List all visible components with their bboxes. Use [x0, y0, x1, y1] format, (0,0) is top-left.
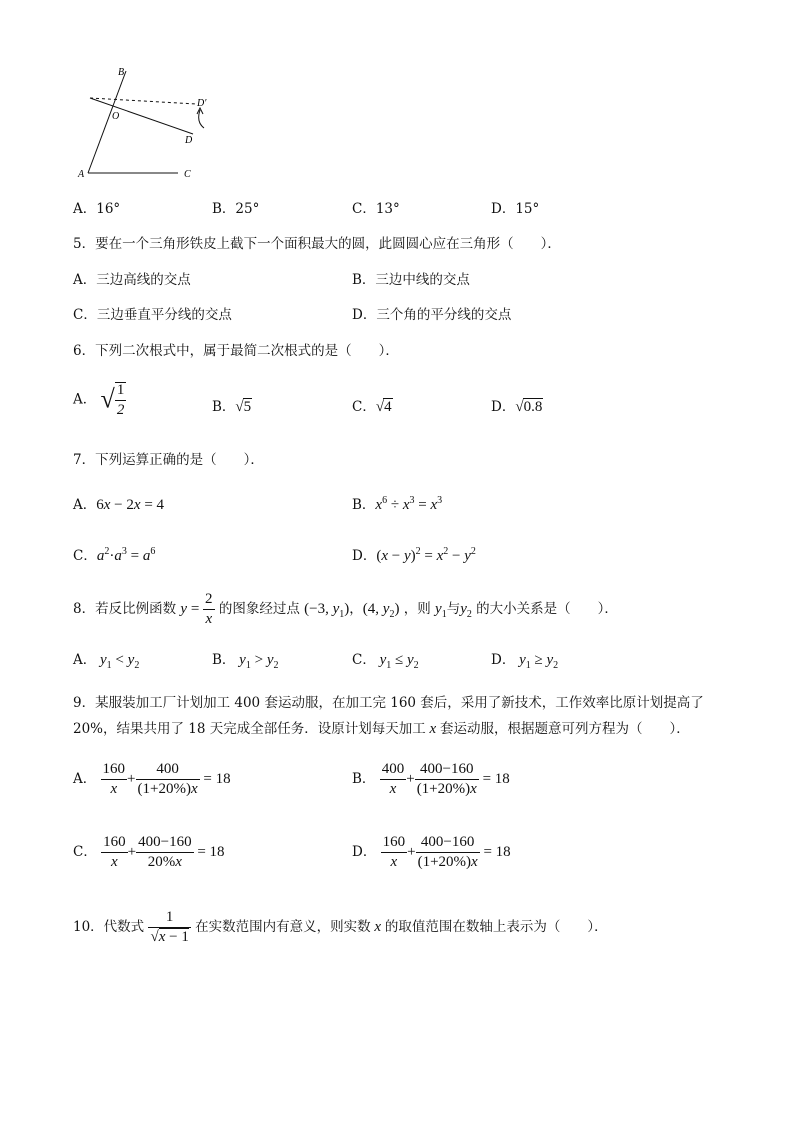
q6-d-radicand: 0.8: [523, 399, 543, 415]
q6-b-radicand: 5: [243, 399, 252, 415]
rotation-arrow: [199, 110, 204, 128]
q7-option-b: B．$x^6 \div x^3 = x^3$: [352, 495, 443, 513]
q5-option-a: A．三边高线的交点: [73, 272, 191, 288]
label-b: B: [118, 67, 125, 78]
q6-option-d: D．√0.8: [491, 399, 543, 415]
q5-option-c: C．三边垂直平分线的交点: [73, 307, 232, 323]
q6-a-den: 2: [116, 402, 125, 418]
line-ab: [88, 71, 126, 173]
q4-option-a: A．16°: [73, 201, 121, 217]
label-o: O: [112, 111, 120, 122]
q4-option-d: D．15°: [491, 201, 540, 217]
q10-stem: 10．代数式 $\frac{1}{√x - 1}$ 在实数范围内有意义，则实数 x 的取值范围在数轴上表示为（ ）．: [73, 909, 608, 945]
q9-option-b: B． $\frac{400}{x}$ + $\frac{400-160}{(1+20\%)x}$ = 18: [352, 761, 510, 797]
line-od: [90, 98, 193, 134]
q9-option-a: A． $\frac{160}{x}$ + $\frac{400}{(1+20\%)x}$ = 18: [73, 761, 231, 797]
q8-option-c: C． $y_1 \le y_2$: [352, 652, 419, 671]
q8-option-b: B． $y_1 > y_2$: [212, 652, 279, 671]
q8-option-d: D． $y_1 \ge y_2$: [491, 652, 559, 671]
q6-option-b: B．√5: [212, 399, 252, 415]
label-c: C: [184, 169, 191, 180]
label-d-prime: D′: [197, 98, 207, 109]
q9-option-c: C． $\frac{160}{x}$ + $\frac{400-160}{20\%x}$ = 18: [73, 834, 225, 870]
q9-stem-line2: 20%，结果共用了 18 天完成全部任务．设原计划每天加工 x 套运动服，根据题意可列方程为（ ）．: [73, 721, 690, 737]
q5-option-d: D．三个角的平分线的交点: [352, 307, 512, 323]
q7-option-c: C．$a^2\cdot a^3 = a^6$: [73, 546, 156, 564]
q6-option-a: A． √ $\frac{1}{2}$: [73, 382, 125, 418]
q7-option-d: D．$(x - y)^2 = x^2 - y^2$: [352, 546, 476, 564]
q8-stem: 8．若反比例函数 y = $\frac{2}{x}$ 的图象经过点 (−3, $y_1$)，(4, $y_2$) ，则 $y_1$与$y_2$ 的大小关系是（ ）．: [73, 591, 618, 627]
q7-option-a: A．6x − 2x = 4: [73, 497, 165, 513]
q4-option-c: C．13°: [352, 201, 400, 217]
q7-stem: 7．下列运算正确的是（ ）．: [73, 452, 264, 468]
q9-option-d: D． $\frac{160}{x}$ + $\frac{400-160}{(1+20\%)x}$ = 18: [352, 834, 511, 870]
q4-option-b: B．25°: [212, 201, 260, 217]
q6-c-radicand: 4: [384, 399, 392, 415]
q8-option-a: A． $y_1 < y_2$: [73, 652, 140, 671]
q6-option-c: C．√4: [352, 399, 392, 415]
label-d: D: [185, 135, 193, 146]
q5-stem: 5．要在一个三角形铁皮上截下一个面积最大的圆，此圆圆心应在三角形（ ）．: [73, 236, 561, 252]
q5-option-b: B．三边中线的交点: [352, 272, 470, 288]
angle-rotation-figure: [70, 58, 230, 188]
q6-stem: 6．下列二次根式中，属于最简二次根式的是（ ）．: [73, 343, 399, 359]
q9-stem-line1: 9．某服装加工厂计划加工 400 套运动服，在加工完 160 套后，采用了新技术，工作效率比原计划提高了: [73, 695, 704, 711]
q6-a-num: 1: [115, 383, 127, 401]
label-a: A: [78, 169, 85, 180]
q6-label-a: A．: [73, 391, 97, 408]
